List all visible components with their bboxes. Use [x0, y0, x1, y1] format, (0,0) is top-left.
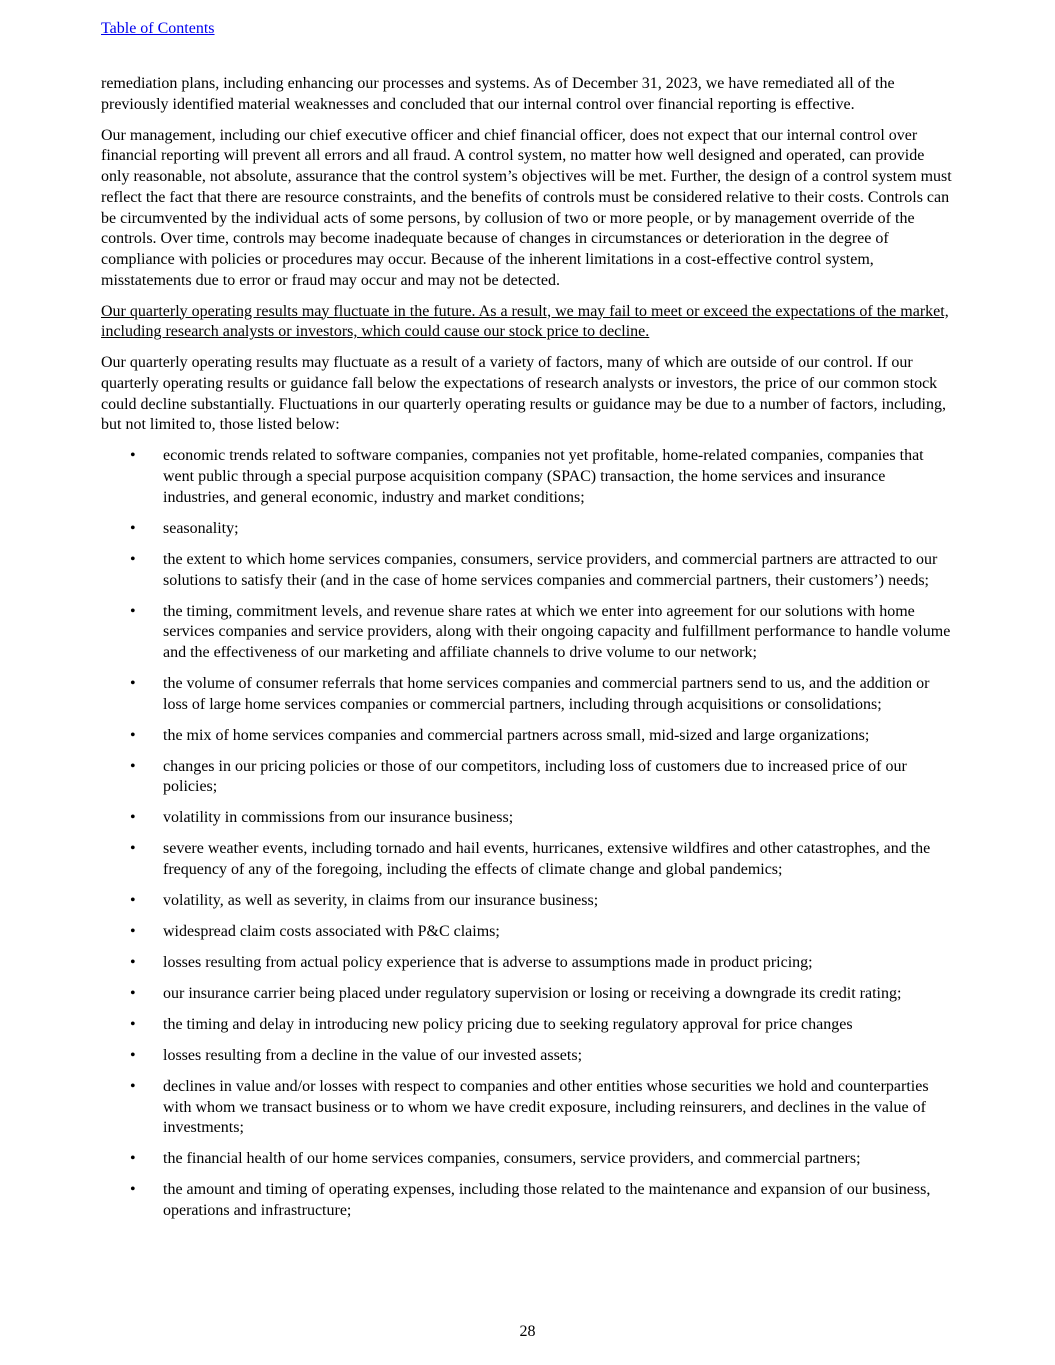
list-item-text: the timing, commitment levels, and revenue share rates at which we enter into agreement for our solutions with home services companies and service providers, along with their ongoing capacity and fulfillment performance to handle volume and the effectiveness of our marketing and affiliate channels to drive volume to our network; — [163, 602, 951, 661]
risk-factor-heading: Our quarterly operating results may fluctuate in the future. As a result, we may fail to meet or exceed the expectations of the market, including research analysts or investors, which could cause our stock price to decline. — [101, 302, 949, 341]
bullet-icon: • — [130, 602, 136, 620]
list-item — [101, 839, 955, 880]
bullet-icon: • — [130, 1078, 136, 1096]
risk-factor-list — [101, 446, 955, 1221]
list-item — [101, 602, 955, 664]
list-item-text: severe weather events, including tornado and hail events, hurricanes, extensive wildfires and other catastrophes, and the frequency of any of the foregoing, including the effects of climate change and global pandemics; — [163, 840, 931, 879]
page-number: 28 — [519, 1323, 536, 1340]
list-item — [101, 757, 955, 798]
list-item-text: changes in our pricing policies or those of our competitors, including loss of customers due to increased price of our policies; — [163, 757, 907, 796]
list-item — [101, 726, 955, 747]
bullet-icon: • — [130, 1016, 136, 1034]
list-item — [101, 519, 955, 540]
paragraph-risk-intro: Our quarterly operating results may fluctuate as a result of a variety of factors, many of which are outside of our control. If our quarterly operating results or guidance fall below the expectations of research analysts or investors, the price of our common stock could decline substantially. Fluctuations in our quarterly operating results or guidance may be due to a number of factors, including, but not limited to, those listed below: — [101, 354, 946, 434]
list-item — [101, 922, 955, 943]
list-item — [101, 808, 955, 829]
list-item-text: losses resulting from a decline in the value of our invested assets; — [163, 1047, 583, 1065]
bullet-icon: • — [130, 519, 136, 537]
list-item — [101, 1046, 955, 1067]
bullet-icon: • — [130, 1150, 136, 1168]
list-item-text: volatility in commissions from our insurance business; — [163, 809, 514, 827]
list-item-text: widespread claim costs associated with P&C claims; — [163, 923, 500, 941]
bullet-icon: • — [130, 447, 136, 465]
list-item-text: the mix of home services companies and commercial partners across small, mid-sized and large organizations; — [163, 726, 870, 744]
list-item-text: the amount and timing of operating expenses, including those related to the maintenance and expansion of our business, operations and infrastructure; — [163, 1181, 931, 1220]
paragraph-remediation: remediation plans, including enhancing our processes and systems. As of December 31, 2023, we have remediated all of the previously identified material weaknesses and concluded that our internal control over financial reporting is effective. — [101, 75, 895, 113]
list-item — [101, 446, 955, 508]
table-of-contents-link[interactable]: Table of Contents — [101, 20, 215, 37]
bullet-icon: • — [130, 840, 136, 858]
list-item-text: our insurance carrier being placed under regulatory supervision or losing or receiving a downgrade its credit rating; — [163, 985, 902, 1003]
list-item — [101, 1077, 955, 1139]
bullet-icon: • — [130, 550, 136, 568]
list-item-text: seasonality; — [163, 519, 239, 537]
bullet-icon: • — [130, 726, 136, 744]
list-item — [101, 674, 955, 715]
list-item — [101, 891, 955, 912]
document-body — [101, 74, 955, 1232]
list-item — [101, 984, 955, 1005]
list-item — [101, 550, 955, 591]
list-item-text: economic trends related to software companies, companies not yet profitable, home-related companies, companies that went public through a special purpose acquisition company (SPAC) transaction, the home services and insurance industries, and general economic, industry and market conditions; — [163, 447, 924, 506]
list-item-text: the timing and delay in introducing new policy pricing due to seeking regulatory approval for price changes — [163, 1016, 853, 1034]
list-item-text: the financial health of our home services companies, consumers, service providers, and commercial partners; — [163, 1150, 861, 1168]
list-item — [101, 953, 955, 974]
list-item-text: the volume of consumer referrals that home services companies and commercial partners send to us, and the addition or loss of large home services companies or commercial partners, including through acquisitions or consolidations; — [163, 674, 930, 713]
paragraph-internal-control: Our management, including our chief executive officer and chief financial officer, does not expect that our internal control over financial reporting will prevent all errors and all fraud. A control system, no matter how well designed and operated, can provide only reasonable, not absolute, assurance that the control system’s objectives will be met. Further, the design of a control system must reflect the fact that there are resource constraints, and the benefits of controls must be considered relative to their costs. Controls can be circumvented by the individual acts of some persons, by collusion of two or more people, or by management override of the controls. Over time, controls may become inadequate because of changes in circumstances or deterioration in the degree of compliance with policies or procedures may occur. Because of the inherent limitations in a cost-effective control system, misstatements due to error or fraud may occur and may not be detected. — [101, 126, 952, 289]
bullet-icon: • — [130, 954, 136, 972]
bullet-icon: • — [130, 923, 136, 941]
bullet-icon: • — [130, 809, 136, 827]
list-item — [101, 1180, 955, 1221]
bullet-icon: • — [130, 1181, 136, 1199]
bullet-icon: • — [130, 892, 136, 910]
list-item-text: losses resulting from actual policy experience that is adverse to assumptions made in product pricing; — [163, 954, 813, 972]
list-item — [101, 1015, 955, 1036]
bullet-icon: • — [130, 757, 136, 775]
list-item-text: declines in value and/or losses with respect to companies and other entities whose securities we hold and counterparties with whom we transact business or to whom we have credit exposure, including reinsurers, and declines in the value of investments; — [163, 1078, 929, 1137]
list-item — [101, 1149, 955, 1170]
bullet-icon: • — [130, 985, 136, 1003]
bullet-icon: • — [130, 1047, 136, 1065]
bullet-icon: • — [130, 674, 136, 692]
list-item-text: the extent to which home services companies, consumers, service providers, and commercial partners are attracted to our solutions to satisfy their (and in the case of home services companies and commercial partners, their customers’) needs; — [163, 550, 938, 589]
list-item-text: volatility, as well as severity, in claims from our insurance business; — [163, 892, 599, 910]
